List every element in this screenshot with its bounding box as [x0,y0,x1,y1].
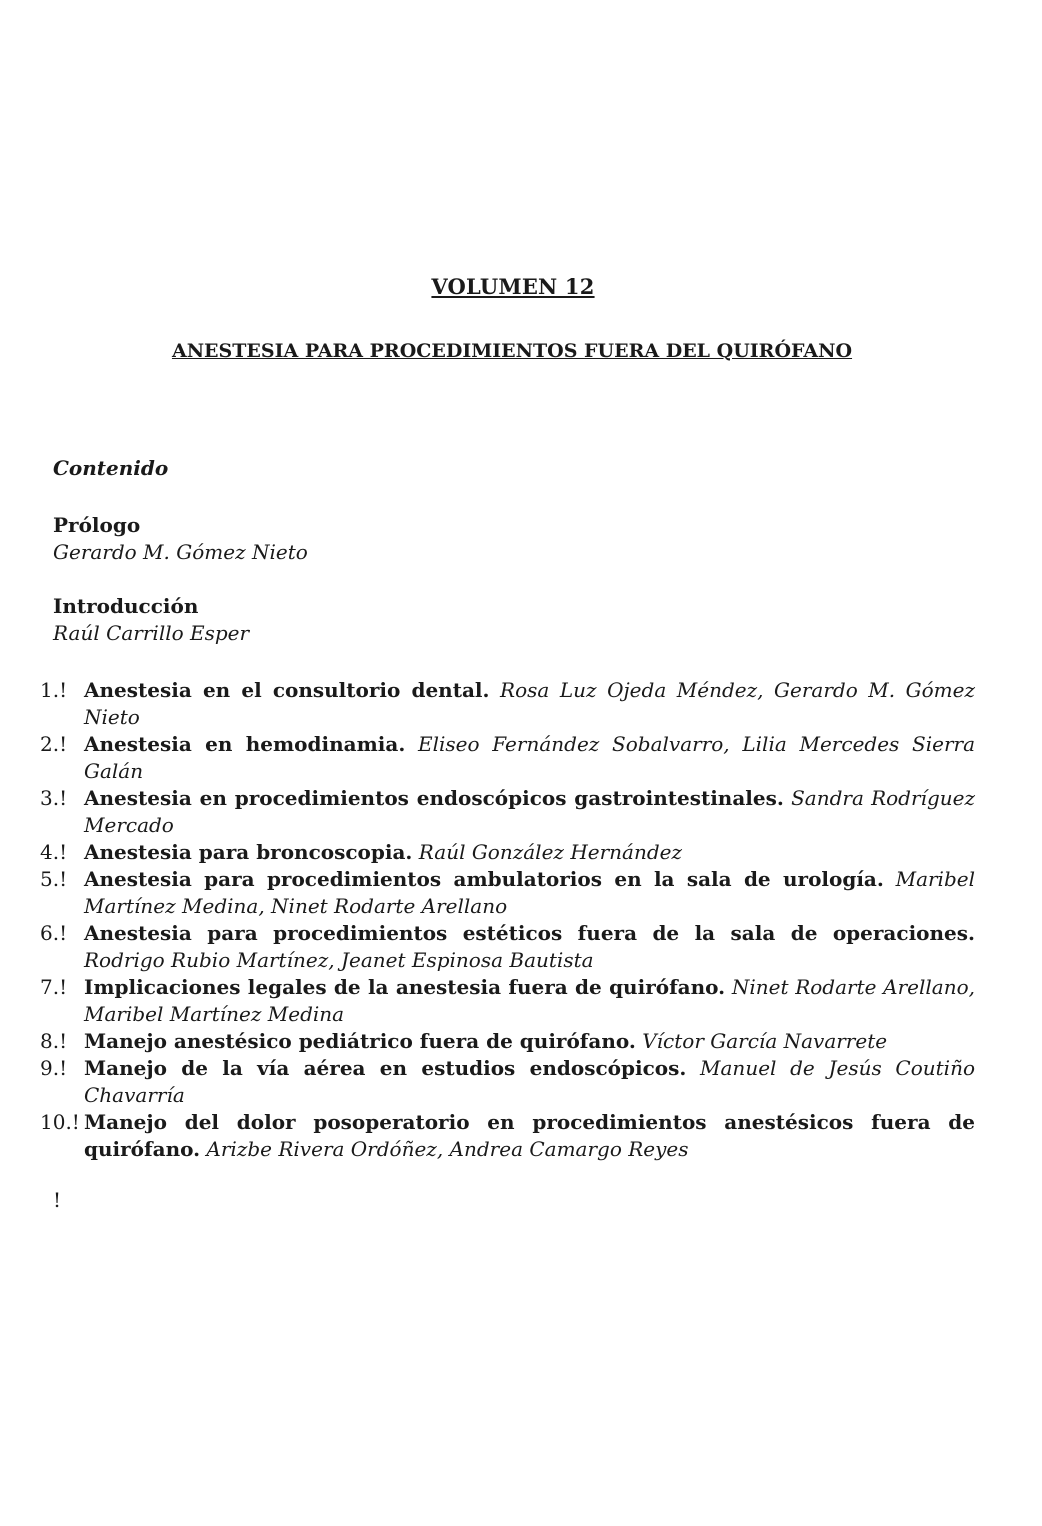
front-matter-introduction [53,593,249,647]
chapter-entry [40,1055,975,1109]
chapter-title: Anestesia en hemodinamia. [84,732,406,756]
chapter-entry [40,974,975,1028]
chapter-authors: Rodrigo Rubio Martínez, Jeanet Espinosa Bautista [84,948,594,972]
chapter-number: 8.! [40,1029,68,1053]
front-matter-title: Prólogo [53,513,141,537]
volume-title: VOLUMEN 12 [431,274,595,299]
chapter-authors: Eliseo Fernández Sobalvarro, Lilia Mercedes Sierra Galán [84,732,976,783]
stray-mark: ! [53,1188,62,1212]
chapter-list [40,677,975,1163]
chapter-number: 4.! [40,840,68,864]
chapter-authors: Maribel Martínez Medina, Ninet Rodarte Arellano [84,867,975,918]
chapter-entry [40,1109,975,1163]
chapter-number: 6.! [40,921,68,945]
chapter-entry [40,839,975,866]
chapter-authors: Ninet Rodarte Arellano, Maribel Martínez Medina [84,975,975,1026]
chapter-entry [40,866,975,920]
chapter-entry [40,731,975,785]
chapter-entry [40,920,975,974]
front-matter-title: Introducción [53,594,199,618]
chapter-entry [40,785,975,839]
chapter-number: 7.! [40,975,68,999]
chapter-entry [40,677,975,731]
chapter-title: Anestesia para procedimientos ambulatorios en la sala de urología. [84,867,884,891]
chapter-authors: Víctor García Navarrete [642,1029,888,1053]
chapter-number: 3.! [40,786,68,810]
chapter-title: Anestesia en procedimientos endoscópicos gastrointestinales. [84,786,784,810]
volume-subtitle: ANESTESIA PARA PROCEDIMIENTOS FUERA DEL QUIRÓFANO [171,340,853,362]
chapter-authors: Arizbe Rivera Ordóñez, Andrea Camargo Reyes [206,1137,689,1161]
front-matter-prologue [53,512,308,566]
chapter-authors: Raúl González Hernández [418,840,683,864]
chapter-title: Anestesia en el consultorio dental. [84,678,490,702]
chapter-title: Manejo del dolor posoperatorio en procedimientos anestésicos fuera de quirófano. [84,1110,975,1161]
front-matter-author: Raúl Carrillo Esper [53,621,250,645]
chapter-authors: Sandra Rodríguez Mercado [84,786,975,837]
chapter-title: Manejo anestésico pediátrico fuera de quirófano. [84,1029,636,1053]
contents-heading: Contenido [53,456,169,480]
chapter-title: Anestesia para broncoscopia. [84,840,413,864]
chapter-number: 10.! [40,1110,80,1134]
chapter-number: 2.! [40,732,68,756]
chapter-number: 5.! [40,867,68,891]
chapter-title: Manejo de la vía aérea en estudios endoscópicos. [84,1056,687,1080]
chapter-number: 1.! [40,678,68,702]
chapter-number: 9.! [40,1056,68,1080]
front-matter-author: Gerardo M. Gómez Nieto [53,540,308,564]
chapter-title: Anestesia para procedimientos estéticos fuera de la sala de operaciones. [84,921,975,945]
chapter-entry [40,1028,975,1055]
chapter-title: Implicaciones legales de la anestesia fuera de quirófano. [84,975,726,999]
chapter-authors: Rosa Luz Ojeda Méndez, Gerardo M. Gómez Nieto [84,678,976,729]
chapter-authors: Manuel de Jesús Coutiño Chavarría [84,1056,976,1107]
